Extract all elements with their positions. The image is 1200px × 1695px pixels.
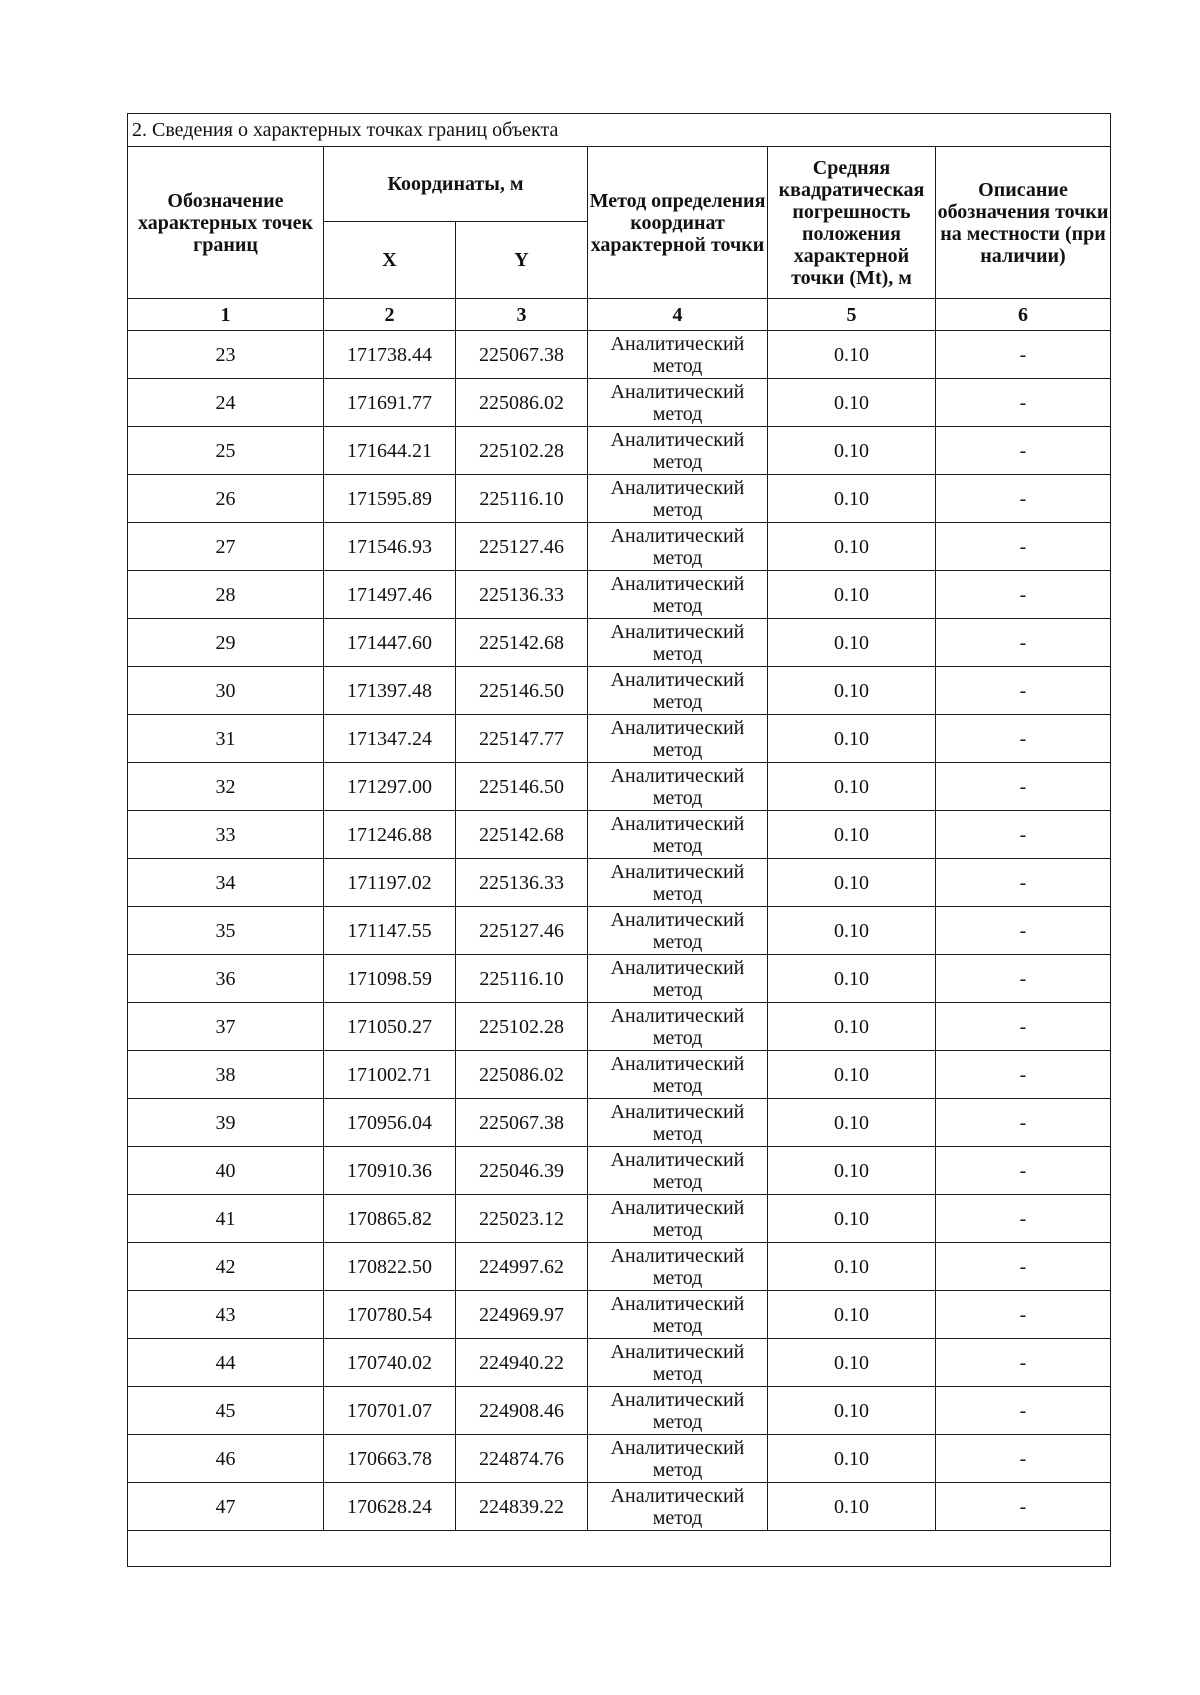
description-cell: - bbox=[936, 667, 1111, 715]
method-line-2: метод bbox=[652, 786, 703, 809]
method-line-2: метод bbox=[652, 1218, 703, 1241]
x-coordinate-cell: 171147.55 bbox=[324, 907, 456, 955]
table-row bbox=[128, 1147, 1111, 1195]
error-cell: 0.10 bbox=[768, 379, 936, 427]
table-row bbox=[128, 811, 1111, 859]
point-id-cell: 40 bbox=[128, 1147, 324, 1195]
error-cell: 0.10 bbox=[768, 955, 936, 1003]
error-cell: 0.10 bbox=[768, 1339, 936, 1387]
point-id-cell: 45 bbox=[128, 1387, 324, 1435]
error-cell: 0.10 bbox=[768, 715, 936, 763]
method-line-2: метод bbox=[652, 882, 703, 905]
point-id-cell: 44 bbox=[128, 1339, 324, 1387]
table-row bbox=[128, 1339, 1111, 1387]
y-coordinate-cell: 225023.12 bbox=[456, 1195, 588, 1243]
x-coordinate-cell: 171347.24 bbox=[324, 715, 456, 763]
method-cell bbox=[588, 1051, 768, 1099]
method-cell bbox=[588, 1291, 768, 1339]
y-coordinate-cell: 225102.28 bbox=[456, 1003, 588, 1051]
table-row bbox=[128, 571, 1111, 619]
y-coordinate-cell: 225147.77 bbox=[456, 715, 588, 763]
method-line-1: Аналитический bbox=[610, 380, 745, 403]
table-row bbox=[128, 859, 1111, 907]
method-line-1: Аналитический bbox=[610, 332, 745, 355]
x-coordinate-cell: 171595.89 bbox=[324, 475, 456, 523]
x-coordinate-cell: 171246.88 bbox=[324, 811, 456, 859]
y-coordinate-cell: 225102.28 bbox=[456, 427, 588, 475]
error-cell: 0.10 bbox=[768, 1387, 936, 1435]
table-row bbox=[128, 1003, 1111, 1051]
error-cell: 0.10 bbox=[768, 523, 936, 571]
x-coordinate-cell: 170822.50 bbox=[324, 1243, 456, 1291]
header-y: Y bbox=[456, 222, 588, 299]
method-cell bbox=[588, 1387, 768, 1435]
method-cell bbox=[588, 1243, 768, 1291]
point-id-cell: 35 bbox=[128, 907, 324, 955]
method-cell bbox=[588, 715, 768, 763]
point-id-cell: 47 bbox=[128, 1483, 324, 1531]
x-coordinate-cell: 171644.21 bbox=[324, 427, 456, 475]
method-cell bbox=[588, 571, 768, 619]
column-number: 2 bbox=[324, 299, 456, 331]
table-row bbox=[128, 667, 1111, 715]
method-line-2: метод bbox=[652, 642, 703, 665]
method-cell bbox=[588, 475, 768, 523]
x-coordinate-cell: 170956.04 bbox=[324, 1099, 456, 1147]
y-coordinate-cell: 224839.22 bbox=[456, 1483, 588, 1531]
method-cell bbox=[588, 1003, 768, 1051]
y-coordinate-cell: 225146.50 bbox=[456, 763, 588, 811]
error-cell: 0.10 bbox=[768, 1483, 936, 1531]
method-line-1: Аналитический bbox=[610, 1340, 745, 1363]
description-cell: - bbox=[936, 955, 1111, 1003]
error-cell: 0.10 bbox=[768, 667, 936, 715]
boundary-points-table bbox=[127, 113, 1111, 1567]
point-id-cell: 43 bbox=[128, 1291, 324, 1339]
method-cell bbox=[588, 763, 768, 811]
method-cell bbox=[588, 955, 768, 1003]
method-line-1: Аналитический bbox=[610, 1244, 745, 1267]
error-cell: 0.10 bbox=[768, 1291, 936, 1339]
x-coordinate-cell: 170780.54 bbox=[324, 1291, 456, 1339]
method-line-1: Аналитический bbox=[610, 1148, 745, 1171]
y-coordinate-cell: 225127.46 bbox=[456, 523, 588, 571]
point-id-cell: 32 bbox=[128, 763, 324, 811]
header-method: Метод определения координат характерной точки bbox=[588, 147, 768, 299]
error-cell: 0.10 bbox=[768, 859, 936, 907]
x-coordinate-cell: 171546.93 bbox=[324, 523, 456, 571]
y-coordinate-cell: 225067.38 bbox=[456, 1099, 588, 1147]
point-id-cell: 30 bbox=[128, 667, 324, 715]
point-id-cell: 42 bbox=[128, 1243, 324, 1291]
method-line-1: Аналитический bbox=[610, 1004, 745, 1027]
method-line-2: метод bbox=[652, 1362, 703, 1385]
column-number: 4 bbox=[588, 299, 768, 331]
description-cell: - bbox=[936, 619, 1111, 667]
x-coordinate-cell: 170740.02 bbox=[324, 1339, 456, 1387]
method-line-2: метод bbox=[652, 1266, 703, 1289]
empty-footer-cell bbox=[128, 1531, 1111, 1567]
point-id-cell: 23 bbox=[128, 331, 324, 379]
point-id-cell: 25 bbox=[128, 427, 324, 475]
point-id-cell: 27 bbox=[128, 523, 324, 571]
method-line-2: метод bbox=[652, 1410, 703, 1433]
description-cell: - bbox=[936, 907, 1111, 955]
description-cell: - bbox=[936, 859, 1111, 907]
description-cell: - bbox=[936, 1051, 1111, 1099]
method-line-2: метод bbox=[652, 1506, 703, 1529]
x-coordinate-cell: 170865.82 bbox=[324, 1195, 456, 1243]
method-line-2: метод bbox=[652, 546, 703, 569]
method-line-2: метод bbox=[652, 930, 703, 953]
method-line-2: метод bbox=[652, 594, 703, 617]
method-line-2: метод bbox=[652, 978, 703, 1001]
table-row bbox=[128, 907, 1111, 955]
point-id-cell: 29 bbox=[128, 619, 324, 667]
table-row bbox=[128, 1387, 1111, 1435]
column-number: 1 bbox=[128, 299, 324, 331]
method-cell bbox=[588, 1339, 768, 1387]
method-cell bbox=[588, 523, 768, 571]
error-cell: 0.10 bbox=[768, 763, 936, 811]
description-cell: - bbox=[936, 763, 1111, 811]
point-id-cell: 36 bbox=[128, 955, 324, 1003]
description-cell: - bbox=[936, 1147, 1111, 1195]
method-line-2: метод bbox=[652, 1026, 703, 1049]
method-line-1: Аналитический bbox=[610, 476, 745, 499]
y-coordinate-cell: 225086.02 bbox=[456, 1051, 588, 1099]
description-cell: - bbox=[936, 475, 1111, 523]
method-line-1: Аналитический bbox=[610, 1436, 745, 1459]
method-cell bbox=[588, 331, 768, 379]
table-row bbox=[128, 1099, 1111, 1147]
header-coords: Координаты, м bbox=[324, 147, 588, 222]
x-coordinate-cell: 171447.60 bbox=[324, 619, 456, 667]
description-cell: - bbox=[936, 1195, 1111, 1243]
method-line-1: Аналитический bbox=[610, 764, 745, 787]
y-coordinate-cell: 225136.33 bbox=[456, 571, 588, 619]
description-cell: - bbox=[936, 1483, 1111, 1531]
method-line-2: метод bbox=[652, 402, 703, 425]
x-coordinate-cell: 171297.00 bbox=[324, 763, 456, 811]
method-line-1: Аналитический bbox=[610, 1196, 745, 1219]
description-cell: - bbox=[936, 571, 1111, 619]
method-cell bbox=[588, 1147, 768, 1195]
error-cell: 0.10 bbox=[768, 1051, 936, 1099]
column-number: 5 bbox=[768, 299, 936, 331]
point-id-cell: 41 bbox=[128, 1195, 324, 1243]
error-cell: 0.10 bbox=[768, 331, 936, 379]
point-id-cell: 37 bbox=[128, 1003, 324, 1051]
y-coordinate-cell: 225127.46 bbox=[456, 907, 588, 955]
description-cell: - bbox=[936, 715, 1111, 763]
method-cell bbox=[588, 811, 768, 859]
point-id-cell: 46 bbox=[128, 1435, 324, 1483]
y-coordinate-cell: 225116.10 bbox=[456, 955, 588, 1003]
y-coordinate-cell: 225067.38 bbox=[456, 331, 588, 379]
header-x: X bbox=[324, 222, 456, 299]
y-coordinate-cell: 225086.02 bbox=[456, 379, 588, 427]
y-coordinate-cell: 224969.97 bbox=[456, 1291, 588, 1339]
description-cell: - bbox=[936, 427, 1111, 475]
section-title: 2. Сведения о характерных точках границ объекта bbox=[128, 114, 1111, 147]
description-cell: - bbox=[936, 1291, 1111, 1339]
table-row bbox=[128, 715, 1111, 763]
table-row bbox=[128, 331, 1111, 379]
y-coordinate-cell: 224997.62 bbox=[456, 1243, 588, 1291]
table-row bbox=[128, 379, 1111, 427]
header-error: Средняя квадратическая погрешность положения характерной точки (Mt), м bbox=[768, 147, 936, 299]
method-line-2: метод bbox=[652, 354, 703, 377]
method-line-2: метод bbox=[652, 1170, 703, 1193]
table-footer-row bbox=[128, 1531, 1111, 1567]
table-row bbox=[128, 763, 1111, 811]
method-line-1: Аналитический bbox=[610, 668, 745, 691]
method-line-1: Аналитический bbox=[610, 908, 745, 931]
point-id-cell: 39 bbox=[128, 1099, 324, 1147]
method-line-1: Аналитический bbox=[610, 428, 745, 451]
error-cell: 0.10 bbox=[768, 1099, 936, 1147]
point-id-cell: 24 bbox=[128, 379, 324, 427]
error-cell: 0.10 bbox=[768, 427, 936, 475]
table-row bbox=[128, 619, 1111, 667]
table-row bbox=[128, 1195, 1111, 1243]
point-id-cell: 31 bbox=[128, 715, 324, 763]
method-line-1: Аналитический bbox=[610, 524, 745, 547]
column-number: 3 bbox=[456, 299, 588, 331]
x-coordinate-cell: 171050.27 bbox=[324, 1003, 456, 1051]
method-line-2: метод bbox=[652, 450, 703, 473]
method-cell bbox=[588, 859, 768, 907]
method-line-1: Аналитический bbox=[610, 956, 745, 979]
method-line-2: метод bbox=[652, 1074, 703, 1097]
table-row bbox=[128, 955, 1111, 1003]
method-line-1: Аналитический bbox=[610, 716, 745, 739]
method-cell bbox=[588, 379, 768, 427]
x-coordinate-cell: 170701.07 bbox=[324, 1387, 456, 1435]
x-coordinate-cell: 171497.46 bbox=[324, 571, 456, 619]
method-cell bbox=[588, 907, 768, 955]
table-row bbox=[128, 427, 1111, 475]
error-cell: 0.10 bbox=[768, 1195, 936, 1243]
description-cell: - bbox=[936, 1003, 1111, 1051]
error-cell: 0.10 bbox=[768, 907, 936, 955]
y-coordinate-cell: 225142.68 bbox=[456, 811, 588, 859]
error-cell: 0.10 bbox=[768, 1147, 936, 1195]
y-coordinate-cell: 224940.22 bbox=[456, 1339, 588, 1387]
table-row bbox=[128, 1243, 1111, 1291]
method-line-2: метод bbox=[652, 690, 703, 713]
method-line-2: метод bbox=[652, 1122, 703, 1145]
table-row bbox=[128, 1435, 1111, 1483]
method-line-2: метод bbox=[652, 834, 703, 857]
header-point: Обозначение характерных точек границ bbox=[128, 147, 324, 299]
description-cell: - bbox=[936, 1339, 1111, 1387]
x-coordinate-cell: 170628.24 bbox=[324, 1483, 456, 1531]
x-coordinate-cell: 170910.36 bbox=[324, 1147, 456, 1195]
description-cell: - bbox=[936, 1099, 1111, 1147]
method-line-1: Аналитический bbox=[610, 1100, 745, 1123]
description-cell: - bbox=[936, 379, 1111, 427]
y-coordinate-cell: 225116.10 bbox=[456, 475, 588, 523]
x-coordinate-cell: 171098.59 bbox=[324, 955, 456, 1003]
table-row bbox=[128, 1483, 1111, 1531]
error-cell: 0.10 bbox=[768, 1003, 936, 1051]
x-coordinate-cell: 171397.48 bbox=[324, 667, 456, 715]
method-line-1: Аналитический bbox=[610, 1388, 745, 1411]
method-cell bbox=[588, 1099, 768, 1147]
method-line-1: Аналитический bbox=[610, 620, 745, 643]
table-row bbox=[128, 1291, 1111, 1339]
method-cell bbox=[588, 1195, 768, 1243]
method-line-1: Аналитический bbox=[610, 1484, 745, 1507]
method-line-2: метод bbox=[652, 1458, 703, 1481]
description-cell: - bbox=[936, 811, 1111, 859]
header-description: Описание обозначения точки на местности (при наличии) bbox=[936, 147, 1111, 299]
x-coordinate-cell: 171197.02 bbox=[324, 859, 456, 907]
description-cell: - bbox=[936, 1387, 1111, 1435]
table-row bbox=[128, 523, 1111, 571]
description-cell: - bbox=[936, 1435, 1111, 1483]
y-coordinate-cell: 225136.33 bbox=[456, 859, 588, 907]
column-number: 6 bbox=[936, 299, 1111, 331]
y-coordinate-cell: 224874.76 bbox=[456, 1435, 588, 1483]
error-cell: 0.10 bbox=[768, 811, 936, 859]
error-cell: 0.10 bbox=[768, 1435, 936, 1483]
point-id-cell: 34 bbox=[128, 859, 324, 907]
document-page bbox=[127, 113, 1110, 1567]
method-line-2: метод bbox=[652, 1314, 703, 1337]
method-line-1: Аналитический bbox=[610, 1052, 745, 1075]
y-coordinate-cell: 225146.50 bbox=[456, 667, 588, 715]
method-cell bbox=[588, 667, 768, 715]
x-coordinate-cell: 171691.77 bbox=[324, 379, 456, 427]
description-cell: - bbox=[936, 1243, 1111, 1291]
x-coordinate-cell: 171738.44 bbox=[324, 331, 456, 379]
y-coordinate-cell: 225046.39 bbox=[456, 1147, 588, 1195]
method-cell bbox=[588, 1435, 768, 1483]
y-coordinate-cell: 225142.68 bbox=[456, 619, 588, 667]
table-row bbox=[128, 475, 1111, 523]
x-coordinate-cell: 171002.71 bbox=[324, 1051, 456, 1099]
method-line-2: метод bbox=[652, 738, 703, 761]
method-cell bbox=[588, 427, 768, 475]
method-line-1: Аналитический bbox=[610, 860, 745, 883]
x-coordinate-cell: 170663.78 bbox=[324, 1435, 456, 1483]
error-cell: 0.10 bbox=[768, 475, 936, 523]
description-cell: - bbox=[936, 523, 1111, 571]
method-line-1: Аналитический bbox=[610, 572, 745, 595]
method-line-2: метод bbox=[652, 498, 703, 521]
method-line-1: Аналитический bbox=[610, 1292, 745, 1315]
error-cell: 0.10 bbox=[768, 1243, 936, 1291]
point-id-cell: 26 bbox=[128, 475, 324, 523]
method-cell bbox=[588, 1483, 768, 1531]
description-cell: - bbox=[936, 331, 1111, 379]
method-line-1: Аналитический bbox=[610, 812, 745, 835]
error-cell: 0.10 bbox=[768, 619, 936, 667]
point-id-cell: 38 bbox=[128, 1051, 324, 1099]
point-id-cell: 33 bbox=[128, 811, 324, 859]
table-row bbox=[128, 1051, 1111, 1099]
method-cell bbox=[588, 619, 768, 667]
y-coordinate-cell: 224908.46 bbox=[456, 1387, 588, 1435]
error-cell: 0.10 bbox=[768, 571, 936, 619]
point-id-cell: 28 bbox=[128, 571, 324, 619]
